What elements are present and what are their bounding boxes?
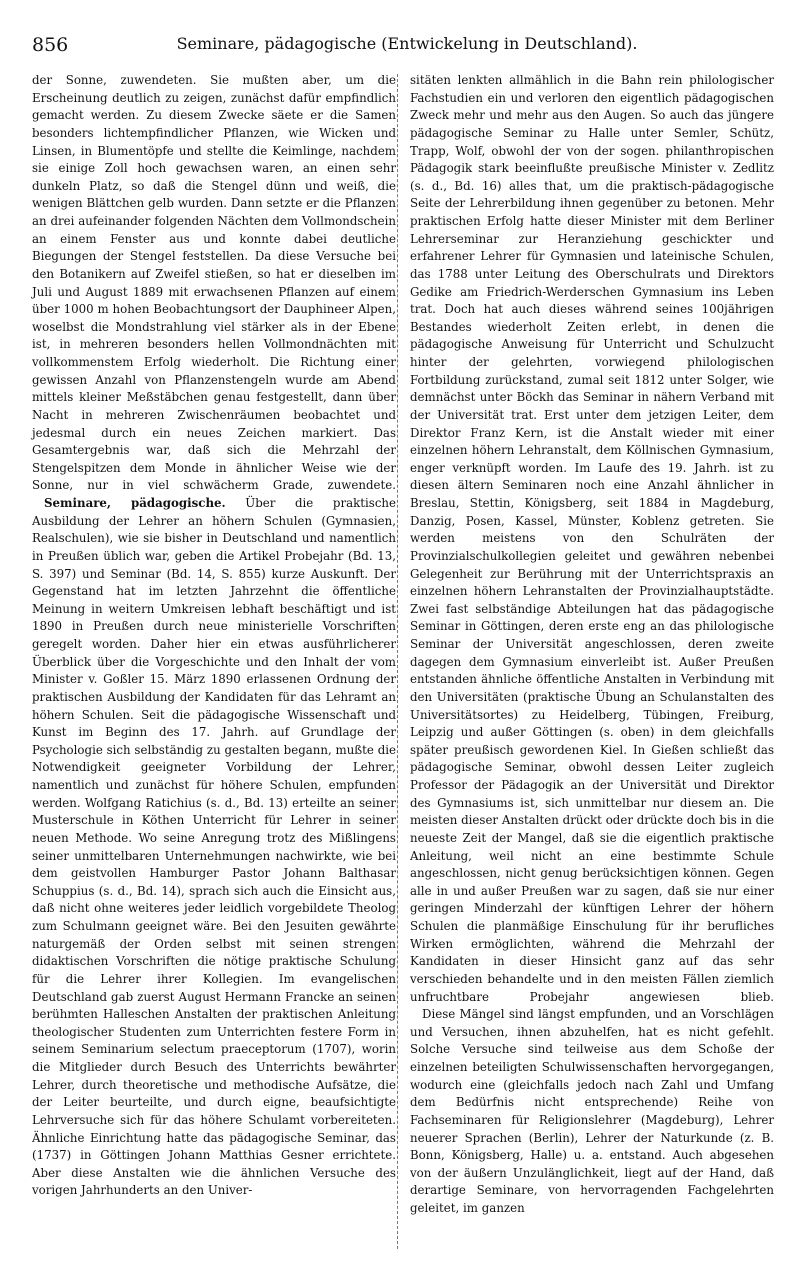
left-column: [32, 72, 396, 1200]
left-paragraph-1: der Sonne, zuwendeten. Sie mußten aber, um die Erscheinung deutlich zu zeigen, zunächst dafür empfindlich gemacht werden. Zu diesem Zwecke säete er die Samen besonders lichtempfindlicher Pflanzen, wie Wicken und Linsen, in Blumentöpfe und stellte die Keimlinge, nachdem sie einige Zoll hoch gewachsen waren, an einen sehr dunkeln Platz, so daß die Stengel dünn und weiß, die wenigen Blättchen gelb wurden. Dann setzte er die Pflanzen an drei aufeinander folgenden Nächten dem Vollmondschein an einem Fenster aus und konnte dabei deutliche Biegungen der Stengel feststellen. Da diese Versuche bei den Botanikern auf Zweifel stießen, so hat er dieselben im Juli und August 1889 mit erwachsenen Pflanzen auf einem über 1000 m hohen Beobachtungsort der Dauphineer Alpen, woselbst die Mondstrahlung viel stärker als in der Ebene ist, in mehreren besonders hellen Vollmondnächten mit vollkommenstem Erfolg wiederholt. Die Richtung einer gewissen Anzahl von Pflanzenstengeln wurde am Abend mittels kleiner Meßstäbchen genau festgestellt, dann über Nacht in mehreren Zwischenräumen beobachtet und jedesmal durch ein neues Zeichen markiert. Das Gesamtergebnis war, daß sich die Mehrzahl der Stengelspitzen dem Monde in ähnlicher Weise wie der Sonne, nur in viel schwächerm Grade, zuwendete.: [32, 73, 396, 493]
column-divider: [397, 74, 398, 1249]
page-number: 856: [32, 34, 69, 56]
article-body: Über die praktische Ausbildung der Lehrer an höhern Schulen (Gymnasien, Realschulen), wie sie bisher in Deutschland und namentlich in Preußen üblich war, geben die Artikel Probejahr (Bd. 13, S. 397) und Seminar (Bd. 14, S. 855) kurze Auskunft. Der Gegenstand hat im letzten Jahrzehnt die öffentliche Meinung in weitern Umkreisen lebhaft beschäftigt und ist 1890 in Preußen durch neue ministerielle Vorschriften geregelt worden. Daher hier ein etwas ausführlicherer Überblick über die Vorgeschichte und den Inhalt der vom Minister v. Goßler 15. März 1890 erlassenen Ordnung der praktischen Ausbildung der Kandidaten für das Lehramt an höhern Schulen. Seit die pädagogische Wissenschaft und Kunst im Beginn des 17. Jahrh. auf Grundlage der Psychologie sich selbständig zu gestalten begann, mußte die Notwendigkeit geeigneter Vorbildung der Lehrer, namentlich und zunächst für höhere Schulen, empfunden werden. Wolfgang Ratichius (s. d., Bd. 13) erteilte an seiner Musterschule in Köthen Unterricht für Lehrer in seiner neuen Methode. Wo seine Anregung trotz des Mißlingens seiner unmittelbaren Unternehmungen nachwirkte, wie bei dem geistvollen Hamburger Pastor Johann Balthasar Schuppius (s. d., Bd. 14), sprach sich auch die Einsicht aus, daß nicht ohne weiteres jeder leidlich vorgebildete Theolog zum Schulmann geeignet wäre. Bei den Jesuiten gewährte naturgemäß der Orden selbst mit seinen strengen didaktischen Vorschriften die nötige praktische Schulung für die Lehrer ihrer Kollegien. Im evangelischen Deutschland gab zuerst August Hermann Francke an seinen berühmten Halleschen Anstalten der praktischen Anleitung theologischer Studenten zum Unterrichten festere Form in seinem Seminarium selectum praeceptorum (1707), worin die Mitglieder durch Besuch des Unterrichts bewährter Lehrer, durch theoretische und methodische Aufsätze, die der Leiter beurteilte, und durch eigne, beaufsichtigte Lehrversuche sich für das höhere Schulamt vorbereiteten. Ähnliche Einrichtung hatte das pädagogische Seminar, das (1737) in Göttingen Johann Matthias Gesner errichtete. Aber diese Anstalten wie die ähnlichen Versuche des vorigen Jahrhunderts an den Univer-: [32, 496, 397, 1198]
right-column: [410, 72, 774, 1218]
page-header: [32, 34, 782, 60]
right-paragraph-1: sitäten lenkten allmählich in die Bahn rein philologischer Fachstudien ein und verloren den eigentlich pädagogischen Zweck mehr und mehr aus den Augen. So auch das jüngere pädagogische Seminar zu Halle unter Semler, Schütz, Trapp, Wolf, obwohl der von der sogen. philanthropischen Pädagogik stark beeinflußte preußische Minister v. Zedlitz (s. d., Bd. 16) alles that, um die praktisch-pädagogische Seite der Lehrerbildung ihnen gegenüber zu betonen. Mehr praktischen Erfolg hatte dieser Minister mit dem Berliner Lehrerseminar zur Heranziehung geschickter und erfahrener Lehrer für Gymnasien und lateinische Schulen, das 1788 unter Leitung des Oberschulrats und Direktors Gedike am Friedrich-Werderschen Gymnasium ins Leben trat. Doch hat auch dieses während seines 100jährigen Bestandes wiederholt Zeiten erlebt, in denen die pädagogische Anweisung für Unterricht und Schulzucht hinter der gelehrten, vorwiegend philologischen Fortbildung zurückstand, zumal seit 1812 unter Solger, wie demnächst unter Böckh das Seminar in nähern Verband mit der Universität trat. Erst unter dem jetzigen Leiter, dem Direktor Franz Kern, ist die Anstalt wieder mit einer einzelnen höhern Lehranstalt, dem Köllnischen Gymnasium, enger verknüpft worden. Im Laufe des 19. Jahrh. ist zu diesen ältern Seminaren noch eine Anzahl ähnlicher in Breslau, Stettin, Königsberg, seit 1884 in Magdeburg, Danzig, Posen, Kassel, Münster, Koblenz getreten. Sie werden meistens von den Schulräten der Provinzialschulkollegien geleitet und gewähren nebenbei Gelegenheit zur Berührung mit der Unterrichtspraxis an einzelnen höhern Lehranstalten der Provinzialhauptstädte. Zwei fast selbständige Abteilungen hat das pädagogische Seminar in Göttingen, deren erste eng an das philologische Seminar der Universität angeschlossen, deren zweite dagegen dem Gymnasium einverleibt ist. Außer Preußen entstanden ähnliche öffentliche Anstalten in Verbindung mit den Universitäten (praktische Übung an Schulanstalten des Universitätsortes) zu Heidelberg, Tübingen, Freiburg, Leipzig und außer Göttingen (s. oben) in dem gleichfalls später preußisch gewordenen Kiel. In Gießen schließt das pädagogische Seminar, obwohl dessen Leiter zugleich Professor der Pädagogik an der Universität und Direktor des Gymnasiums ist, sich unmittelbar nur diesem an. Die meisten dieser Anstalten drückt oder drückte doch bis in die neueste Zeit der Mangel, daß sie die eigentlich praktische Anleitung, weil nicht an eine bestimmte Schule angeschlossen, nicht genug berücksichtigen können. Gegen alle in und außer Preußen war zu sagen, daß sie nur einer geringen Minderzahl der künftigen Lehrer der höhern Schulen die planmäßige Einschulung für ihr berufliches Wirken ermöglichten, während die Mehrzahl der Kandidaten in dieser Hinsicht ganz auf das sehr verschieden behandelte und in den meisten Fällen ziemlich unfruchtbare Probejahr angewiesen blieb.: [410, 73, 774, 1004]
left-paragraph-2: [32, 495, 396, 1200]
running-title: Seminare, pädagogische (Entwickelung in Deutschland).: [176, 34, 638, 53]
right-paragraph-2: Diese Mängel sind längst empfunden, und an Vorschlägen und Versuchen, ihnen abzuhelfen, hat es nicht gefehlt. Solche Versuche sind teilweise aus dem Schoße der einzelnen beteiligten Schulwissenschaften hervorgegangen, wodurch eine (gleichfalls jedoch nach Zahl und Umfang dem Bedürfnis nicht entsprechende) Reihe von Fachseminaren für Religionslehrer (Magdeburg), Lehrer neuerer Sprachen (Berlin), Lehrer der Naturkunde (z. B. Bonn, Königsberg, Halle) u. a. entstand. Auch abgesehen von der äußern Unzulänglichkeit, liegt auf der Hand, daß derartige Seminare, von hervorragenden Fachgelehrten geleitet, im ganzen: [410, 1007, 774, 1215]
article-heading: Seminare, pädagogische.: [44, 496, 226, 510]
